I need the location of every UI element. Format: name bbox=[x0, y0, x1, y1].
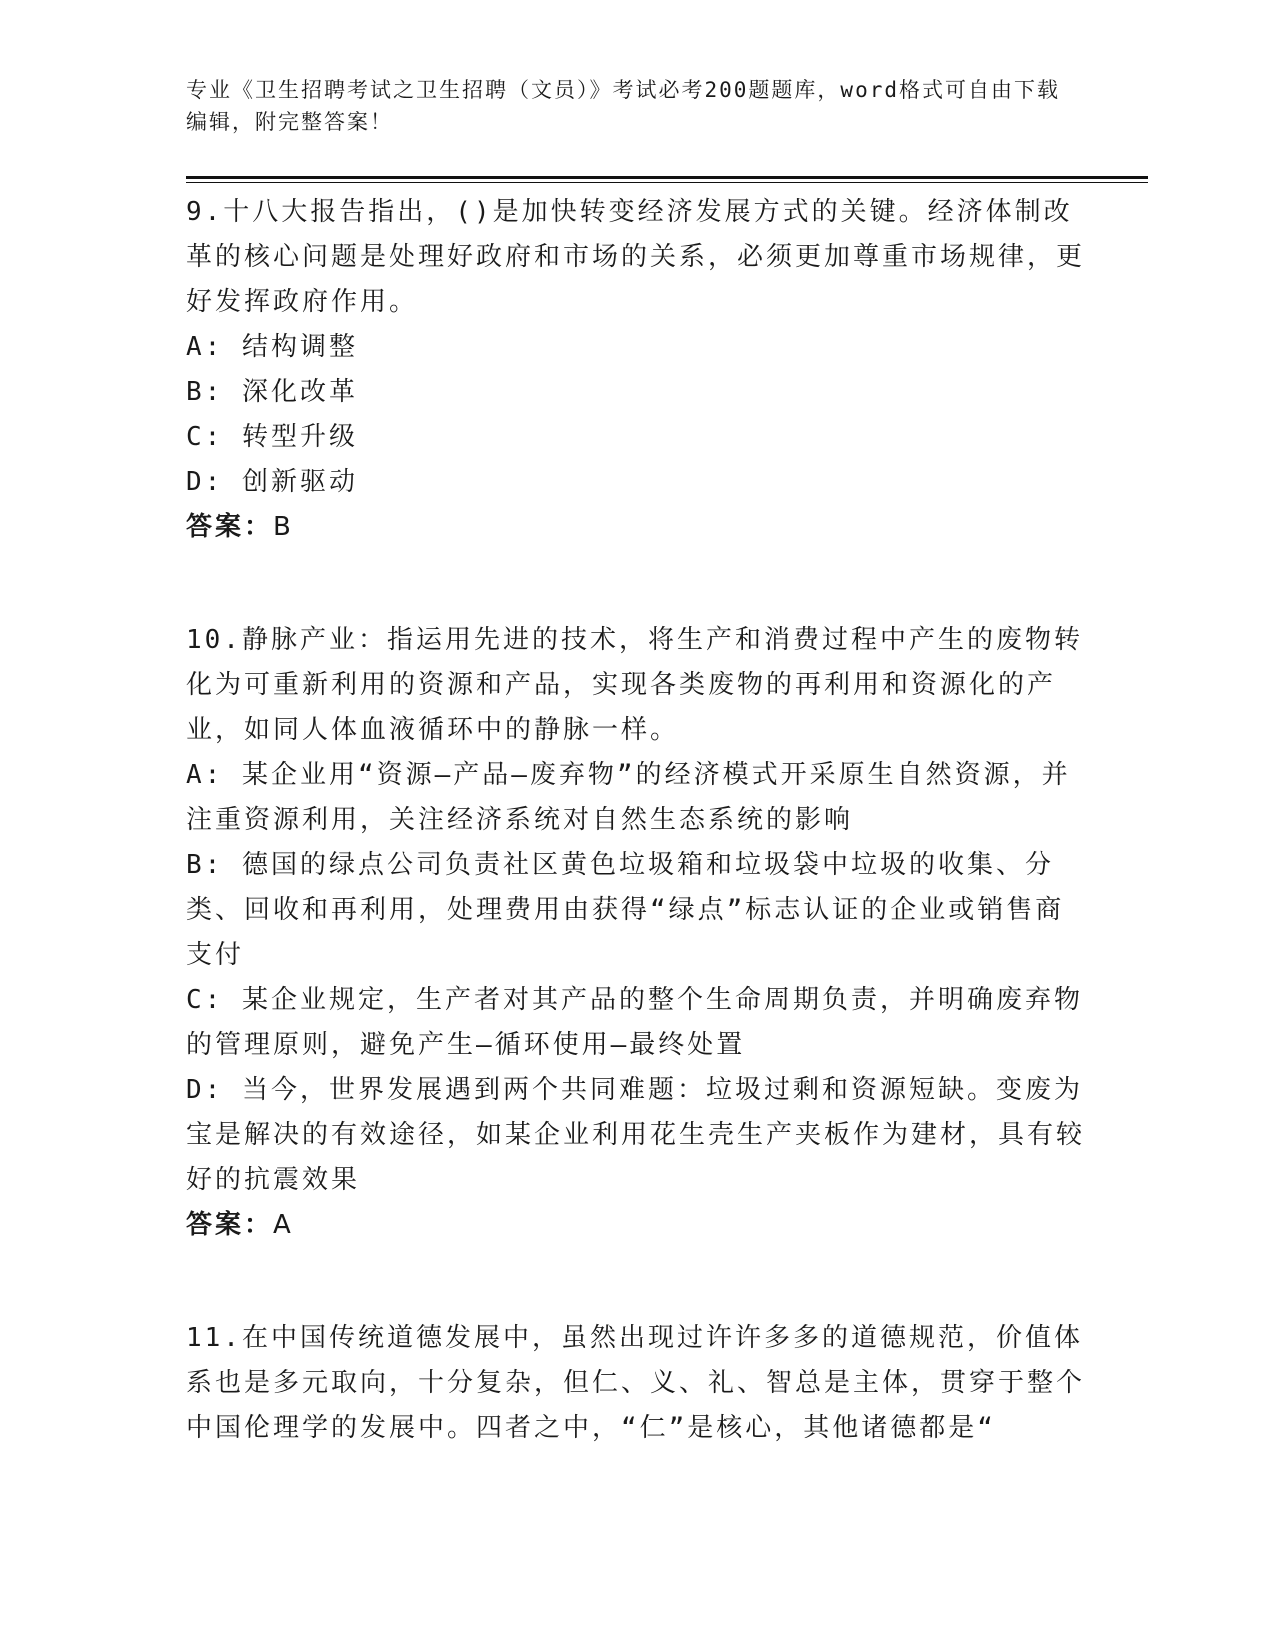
question-spacer bbox=[186, 573, 1086, 618]
question-11 bbox=[186, 1316, 1086, 1451]
option-d: D: 创新驱动 bbox=[186, 467, 358, 497]
answer-line bbox=[186, 1203, 1086, 1248]
option-c: C: 某企业规定，生产者对其产品的整个生命周期负责，并明确废弃物的管理原则，避免产生—循环使用—最终处置 bbox=[186, 985, 1083, 1060]
option-b: B: 深化改革 bbox=[186, 377, 358, 407]
document-header: 专业《卫生招聘考试之卫生招聘（文员）》考试必考200题题库，word格式可自由下载编辑，附完整答案！ bbox=[186, 78, 1060, 134]
answer-value: A bbox=[273, 1210, 294, 1240]
answer-label: 答案： bbox=[186, 512, 274, 542]
question-stem: 9.十八大报告指出，()是加快转变经济发展方式的关键。经济体制改革的核心问题是处理好政府和市场的关系，必须更加尊重市场规律，更好发挥政府作用。 bbox=[186, 197, 1086, 317]
option-c: C: 转型升级 bbox=[186, 422, 358, 452]
header-divider-thin bbox=[186, 182, 1148, 183]
option-b: B: 德国的绿点公司负责社区黄色垃圾箱和垃圾袋中垃圾的收集、分类、回收和再利用，处理费用由获得“绿点”标志认证的企业或销售商支付 bbox=[186, 850, 1065, 970]
answer-label: 答案： bbox=[186, 1210, 274, 1240]
option-a: A: 某企业用“资源—产品—废弃物”的经济模式开采原生自然资源，并注重资源利用，关注经济系统对自然生态系统的影响 bbox=[186, 760, 1071, 835]
question-list bbox=[186, 190, 1086, 1474]
answer-value: B bbox=[273, 512, 294, 542]
question-stem: 11.在中国传统道德发展中，虽然出现过许许多多的道德规范，价值体系也是多元取向，十分复杂，但仁、义、礼、智总是主体，贯穿于整个中国伦理学的发展中。四者之中，“仁”是核心，其他诸德都是“ bbox=[186, 1323, 1086, 1443]
answer-line bbox=[186, 505, 1086, 550]
option-a: A: 结构调整 bbox=[186, 332, 358, 362]
question-stem: 10.静脉产业：指运用先进的技术，将生产和消费过程中产生的废物转化为可重新利用的资源和产品，实现各类废物的再利用和资源化的产业，如同人体血液循环中的静脉一样。 bbox=[186, 625, 1083, 745]
question-10 bbox=[186, 618, 1086, 1248]
option-d: D: 当今，世界发展遇到两个共同难题：垃圾过剩和资源短缺。变废为宝是解决的有效途径，如某企业利用花生壳生产夹板作为建材，具有较好的抗震效果 bbox=[186, 1075, 1086, 1195]
question-spacer bbox=[186, 1271, 1086, 1316]
question-9 bbox=[186, 190, 1086, 550]
header-divider-thick bbox=[186, 176, 1148, 179]
